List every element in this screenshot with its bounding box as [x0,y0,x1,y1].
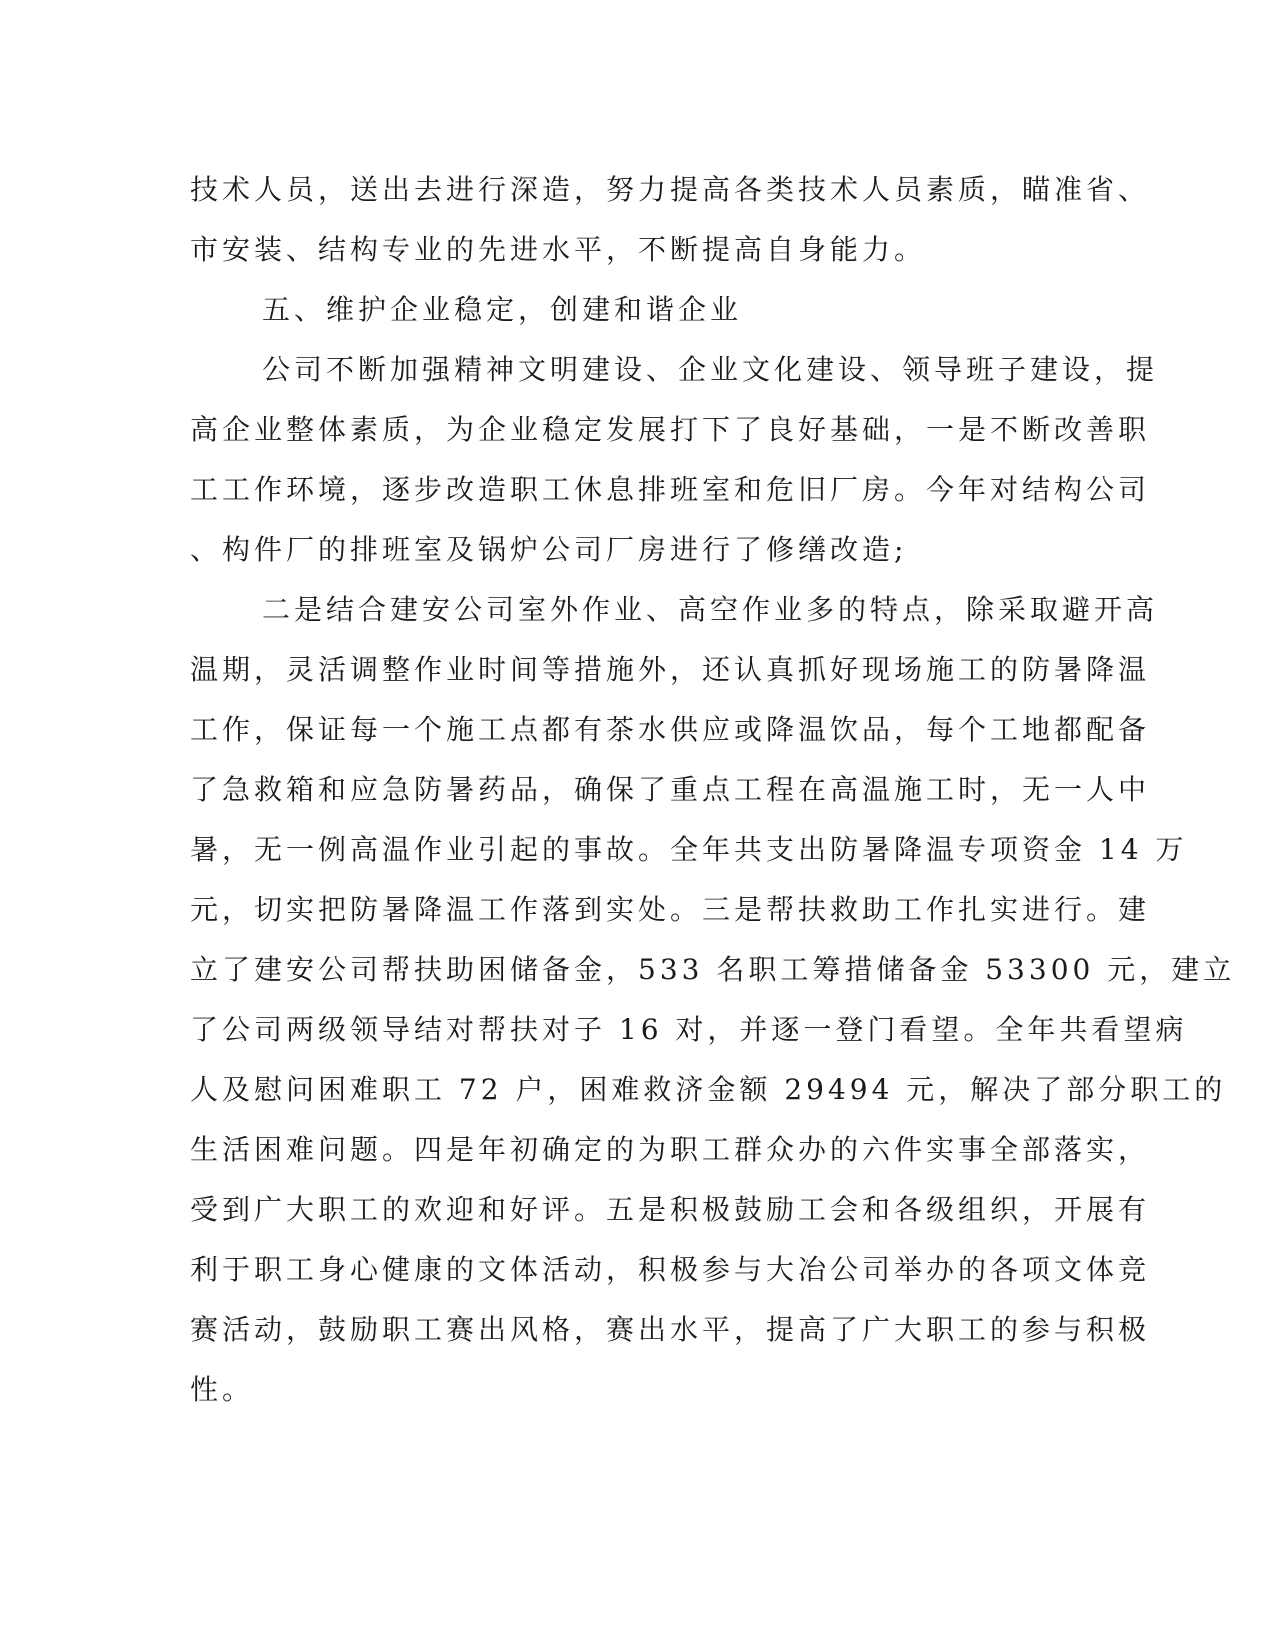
section-heading: 五、维护企业稳定，创建和谐企业 [262,293,743,326]
text-line: 技术人员，送出去进行深造，努力提高各类技术人员素质，瞄准省、 [190,173,1151,206]
text-line: 生活困难问题。四是年初确定的为职工群众办的六件实事全部落实， [190,1133,1151,1166]
text-line: 高企业整体素质，为企业稳定发展打下了良好基础，一是不断改善职 [190,413,1151,446]
text-line: 公司不断加强精神文明建设、企业文化建设、领导班子建设，提 [262,353,1159,386]
text-line: 利于职工身心健康的文体活动，积极参与大冶公司举办的各项文体竞 [190,1253,1151,1286]
text-line: 立了建安公司帮扶助困储备金，533 名职工筹措储备金 53300 元，建立 [190,953,1236,986]
text-line: 暑，无一例高温作业引起的事故。全年共支出防暑降温专项资金 14 万 [190,833,1188,866]
text-line: 性。 [190,1373,255,1406]
text-line: 人及慰问困难职工 72 户，困难救济金额 29494 元，解决了部分职工的 [190,1073,1227,1106]
text-line: 温期，灵活调整作业时间等措施外，还认真抓好现场施工的防暑降温 [190,653,1151,686]
body-text [190,160,1236,1420]
text-line: 元，切实把防暑降温工作落到实处。三是帮扶救助工作扎实进行。建 [190,893,1151,926]
text-line: 市安装、结构专业的先进水平，不断提高自身能力。 [190,233,927,266]
text-line: 工工作环境，逐步改造职工休息排班室和危旧厂房。今年对结构公司 [190,473,1151,506]
text-line: 受到广大职工的欢迎和好评。五是积极鼓励工会和各级组织，开展有 [190,1193,1151,1226]
text-line: 赛活动，鼓励职工赛出风格，赛出水平，提高了广大职工的参与积极 [190,1313,1151,1346]
text-line: 、构件厂的排班室及锅炉公司厂房进行了修缮改造; [190,533,908,566]
text-line: 工作，保证每一个施工点都有茶水供应或降温饮品，每个工地都配备 [190,713,1151,746]
text-line: 了急救箱和应急防暑药品，确保了重点工程在高温施工时，无一人中 [190,773,1151,806]
text-line: 二是结合建安公司室外作业、高空作业多的特点，除采取避开高 [262,593,1159,626]
text-line: 了公司两级领导结对帮扶对子 16 对，并逐一登门看望。全年共看望病 [190,1013,1188,1046]
